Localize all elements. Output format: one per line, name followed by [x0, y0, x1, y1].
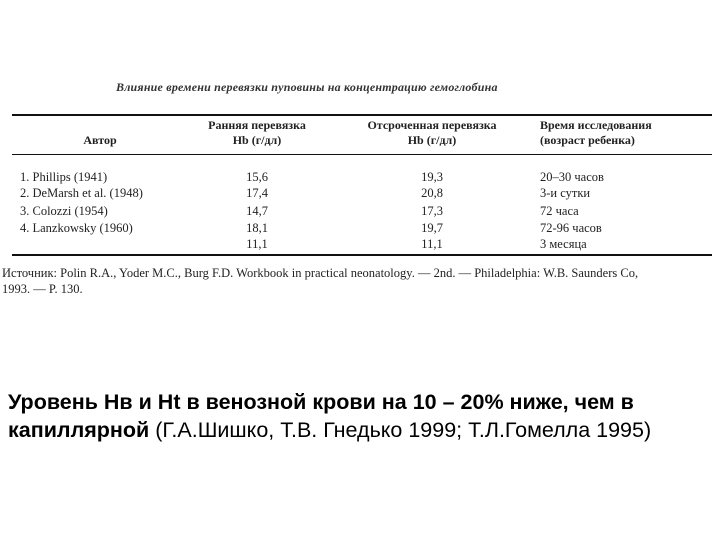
table-header-rule: [12, 154, 712, 155]
cell-early: 18,1: [246, 221, 268, 235]
cell-time: 3-и сутки: [540, 186, 591, 200]
cell-author: 3. Colozzi (1954): [20, 204, 108, 218]
cell-early: 15,6: [246, 170, 268, 184]
cell-delayed: 19,7: [421, 221, 443, 235]
cell-time: 20–30 часов: [540, 170, 604, 184]
cell-author: 4. Lanzkowsky (1960): [20, 221, 133, 235]
table-top-rule: [12, 114, 712, 116]
cell-delayed: 11,1: [421, 237, 443, 251]
column-header-author: Автор: [83, 133, 117, 147]
column-header-early: Ранняя перевязка Hb (г/дл): [208, 118, 306, 147]
table-bottom-rule: [12, 254, 712, 256]
note-bold-text: Уровень Нв и Ht в венозной крови на 10 – 20% ниже, чем в капиллярной: [8, 390, 634, 442]
cell-time: 3 месяца: [540, 237, 587, 251]
note-citation: (Г.А.Шишко, Т.В. Гнедько 1999; Т.Л.Гомелла 1995): [149, 418, 652, 442]
cell-early: 17,4: [246, 186, 268, 200]
table-caption: Влияние времени перевязки пуповины на концентрацию гемоглобина: [116, 80, 498, 94]
source-line: 1993. — P. 130.: [2, 282, 83, 296]
column-header-time: Время исследования (возраст ребенка): [540, 118, 652, 147]
cell-delayed: 17,3: [421, 204, 443, 218]
column-header-delayed: Отсроченная перевязка Hb (г/дл): [367, 118, 497, 147]
cell-early: 14,7: [246, 204, 268, 218]
cell-time: 72-96 часов: [540, 221, 602, 235]
cell-early: 11,1: [246, 237, 268, 251]
cell-delayed: 20,8: [421, 186, 443, 200]
source-line: Источник: Polin R.A., Yoder M.C., Burg F.D. Workbook in practical neonatology. — 2nd. — Philadelphia: W.B. Saunders Co,: [2, 266, 639, 280]
hemoglobin-note: [8, 388, 713, 444]
cell-author: 2. DeMarsh et al. (1948): [20, 186, 143, 200]
table-source: [2, 265, 718, 297]
cell-time: 72 часа: [540, 204, 579, 218]
cell-delayed: 19,3: [421, 170, 443, 184]
cell-author: 1. Phillips (1941): [20, 170, 108, 184]
